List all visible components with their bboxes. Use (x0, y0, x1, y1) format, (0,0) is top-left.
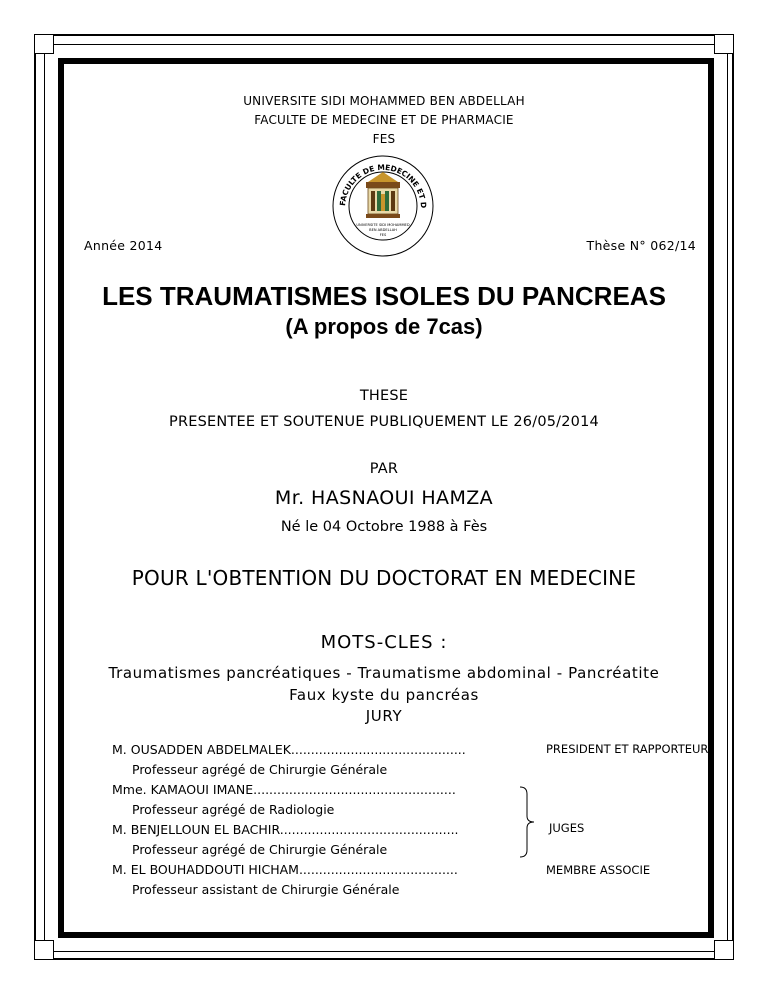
jury-member-title: Professeur agrégé de Radiologie (132, 802, 335, 817)
keywords-line-2: Faux kyste du pancréas (289, 686, 479, 704)
jury-member-name: M. EL BOUHADDOUTI HICHAM........................................ (112, 862, 458, 877)
jury-member-title: Professeur agrégé de Chirurgie Générale (132, 762, 388, 777)
faculty-name: FACULTE DE MEDECINE ET DE PHARMACIE (254, 113, 514, 127)
corner-ornament-bottom-right (714, 940, 734, 960)
svg-text:FES: FES (379, 233, 387, 237)
author-birth: Né le 04 Octobre 1988 à Fès (280, 519, 488, 535)
svg-text:UNIVERSITE SIDI MOHAMMED: UNIVERSITE SIDI MOHAMMED (356, 223, 410, 227)
keywords-line-1: Traumatismes pancréatiques - Traumatisme abdominal - Pancréatite (108, 664, 660, 682)
bottom-edge-line (54, 958, 714, 960)
keywords-heading: MOTS-CLES : (320, 632, 448, 653)
thesis-title: LES TRAUMATISMES ISOLES DU PANCREAS (102, 281, 666, 311)
thesis-number: Thèse N° 062/14 (586, 238, 696, 253)
jury-member-title: Professeur assistant de Chirurgie Générale (132, 882, 400, 897)
juges-brace (518, 786, 538, 858)
corner-ornament-bottom-left (34, 940, 54, 960)
thesis-subtitle: (A propos de 7cas) (285, 314, 483, 339)
jury-member-name: M. OUSADDEN ABDELMALEK............................................ (112, 742, 466, 757)
degree-statement: POUR L'OBTENTION DU DOCTORAT EN MEDECINE (131, 566, 637, 590)
jury-list (112, 740, 466, 900)
thesis-year: Année 2014 (84, 238, 163, 253)
role-membre-associe: MEMBRE ASSOCIE (546, 863, 651, 877)
svg-text:FACULTE DE MEDECINE ET DE PHAR: FACULTE DE MEDECINE ET D (338, 162, 429, 209)
jury-member-title: Professeur agrégé de Chirurgie Générale (132, 842, 388, 857)
role-juges: JUGES (549, 821, 585, 835)
jury-heading: JURY (365, 707, 403, 725)
top-edge-line (54, 34, 714, 36)
jury-member-name: Mme. KAMAOUI IMANE................................................... (112, 782, 456, 797)
svg-text:BEN ABDELLAH: BEN ABDELLAH (369, 228, 397, 232)
par-label: PAR (369, 461, 399, 477)
city-name: FES (372, 132, 396, 146)
corner-ornament-top-left (34, 34, 54, 54)
presentation-statement: PRESENTEE ET SOUTENUE PUBLIQUEMENT LE 26/05/2014 (169, 414, 599, 430)
faculty-seal-logo (330, 148, 436, 260)
corner-ornament-top-right (714, 34, 734, 54)
author-name: Mr. HASNAOUI HAMZA (274, 487, 494, 509)
jury-member-name: M. BENJELLOUN EL BACHIR............................................. (112, 822, 459, 837)
these-label: THESE (359, 388, 409, 404)
university-name: UNIVERSITE SIDI MOHAMMED BEN ABDELLAH (243, 94, 525, 108)
role-president: PRESIDENT ET RAPPORTEUR (546, 742, 709, 756)
